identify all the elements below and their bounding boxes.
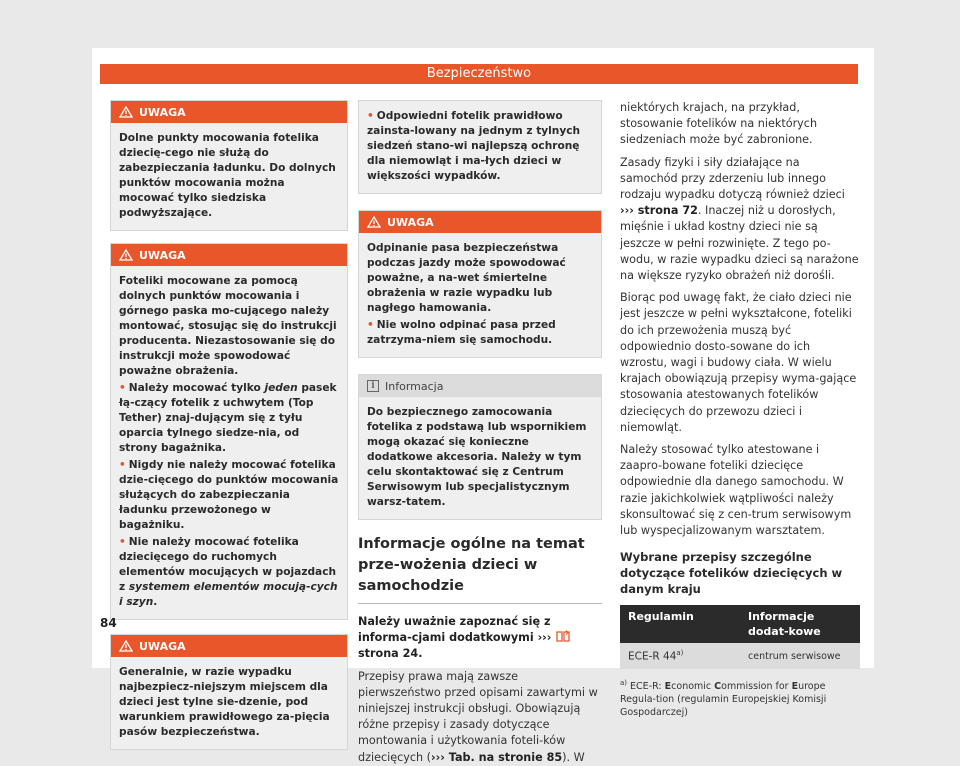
- info-icon: i: [367, 380, 379, 392]
- warning-box-2: [110, 243, 348, 620]
- warning-header: [359, 211, 601, 233]
- table-cell: centrum serwisowe: [740, 643, 860, 669]
- warning-text: Dolne punkty mocowania fotelika dziecię-cego nie służą do zabezpieczania ładunku. Do dolnych punktów mocowania można mocować tylko siedziska podwyższające.: [111, 123, 347, 230]
- page-reference-link[interactable]: ››› strona 72: [620, 204, 698, 218]
- warning-triangle-icon: [119, 640, 133, 652]
- warning-bullet: • Należy mocować tylko jeden pasek łą-czący fotelik z uchwytem (Top Tether) znaj-dującym się z tyłu oparcia tylnego siedze-nia, od strony bagażnika.: [119, 382, 337, 454]
- section-title: Informacje ogólne na temat prze-wożenia dzieci w samochodzie: [358, 534, 602, 604]
- page-number: 84: [100, 616, 117, 630]
- bullet-icon: •: [367, 110, 374, 122]
- column-left: [110, 100, 348, 762]
- warning-bullet: • Nie wolno odpinać pasa przed zatrzyma-niem się samochodu.: [367, 319, 556, 346]
- column-right: [620, 100, 860, 719]
- bullet-icon: •: [119, 382, 126, 394]
- table-cell: ECE-R 44$^{a)}$: [620, 643, 740, 669]
- table-header-row: [620, 605, 860, 643]
- table-reference-link[interactable]: ››› Tab. na stronie 85: [431, 750, 563, 764]
- column-middle: [358, 100, 602, 766]
- warning-title: UWAGA: [139, 105, 186, 119]
- info-header: [359, 375, 601, 397]
- table-heading: Wybrane przepisy szczególne dotyczące fotelików dziecięcych w danym kraju: [620, 550, 843, 597]
- info-title: Informacja: [385, 379, 444, 393]
- warning-box-4: [358, 210, 602, 358]
- bullet-icon: •: [119, 459, 126, 471]
- page-header: Bezpieczeństwo: [100, 64, 858, 84]
- warning-bullet: • Nigdy nie należy mocować fotelika dzie-cięcego do punktów mocowania służących do zabezpieczania ładunku przewożonego w bagażniku.: [119, 459, 339, 531]
- warning-text: [359, 233, 601, 357]
- warning-continuation-box: [358, 100, 602, 194]
- info-box: [358, 374, 602, 520]
- warning-triangle-icon: [367, 216, 381, 228]
- bullet-icon: •: [119, 536, 126, 548]
- warning-bullet: • Odpowiedni fotelik prawidłowo zainsta-lowany na jednym z tylnych siedzeń stano-wi najlepszą ochronę dla niemowląt i ma-łych dzieci w większości wypadków.: [367, 110, 581, 182]
- body-paragraph: Należy stosować tylko atestowane i zaapro-bowane foteliki dziecięce odpowiednie dla danego samochodu. W razie jakichkolwiek wątpliwości należy skonsultować się z cen-trum serwisowym lub wyspecjalizowanym warsztatem.: [620, 443, 852, 538]
- warning-header: [111, 244, 347, 266]
- warning-title: UWAGA: [139, 639, 186, 653]
- warning-box-1: [110, 100, 348, 231]
- regulations-table: [620, 605, 860, 669]
- warning-text: [111, 266, 347, 619]
- warning-bullet: • Nie należy mocować fotelika dziecięcego do ruchomych elementów mocujących w pojazdach z systemem elementów mocują-cych i szyn.: [119, 536, 338, 608]
- footnote: $^{a)}$ ECE-R: Economic Commission for Europe Regula-tion (regulamin Europejskiej Komisji Gospodarczej): [620, 678, 827, 718]
- warning-title: UWAGA: [387, 215, 434, 229]
- lead-paragraph: Należy uważnie zapoznać się z informa-cjami dodatkowymi ››› strona 24.: [358, 614, 602, 663]
- warning-text: Generalnie, w razie wypadku najbezpiecz-niejszym miejscem dla dzieci jest tylne sie-dzenie, pod warunkiem prawidłowego za-pięcia pasów bezpieczeństwa.: [111, 657, 347, 749]
- body-paragraph: Zasady fizyki i siły działające na samochód przy zderzeniu lub innego rodzaju wypadku dotyczą również dzieci ››› strona 72. Inaczej niż u dorosłych, mięśnie i układ kostny dzieci nie są jeszcze w pełni rozwinięte. Z tego po-wodu, w razie wypadku dzieci są narażone na większe ryzyko obrażeń niż dorośli.: [620, 155, 859, 283]
- page-reference-link[interactable]: strona 24: [358, 647, 419, 661]
- book-reference-icon: [555, 630, 571, 642]
- warning-header: [111, 101, 347, 123]
- bullet-icon: •: [367, 319, 374, 331]
- table-row: [620, 643, 860, 669]
- body-paragraph: Biorąc pod uwagę fakt, że ciało dzieci nie jest jeszcze w pełni wykształcone, foteliki do ich przewożenia muszą być odpowiednio dosto-sowane do ich wzrostu, wagi i budowy ciała. W wielu krajach obowiązują przepisy wyma-gające stosowania atestowanych fotelików dziecięcych do przewozu dzieci i niemowląt.: [620, 291, 857, 434]
- warning-title: UWAGA: [139, 248, 186, 262]
- warning-text: [359, 101, 601, 193]
- body-paragraph: niektórych krajach, na przykład, stosowanie fotelików na niektórych siedzeniach może być zabronione.: [620, 101, 818, 147]
- warning-intro: Foteliki mocowane za pomocą dolnych punktów mocowania i górnego paska mo-cującego należy montować, stosując się do instrukcji producenta. Niezastosowanie się do instrukcji może spowodować poważne obrażenia.: [119, 275, 337, 377]
- warning-intro: Odpinanie pasa bezpieczeństwa podczas jazdy może spowodować poważne, a na-wet śmiertelne obrażenia w razie wypadku lub nagłego hamowania.: [367, 242, 566, 314]
- warning-box-3: [110, 634, 348, 750]
- warning-header: [111, 635, 347, 657]
- body-paragraph: Przepisy prawa mają zawsze pierwszeństwo przed opisami zawartymi w niniejszej instrukcji obsługi. Obowiązują różne przepisy i zasady dotyczące montowania i użytkowania foteli-ków dziecięcych (››› Tab. na stronie 85). W: [358, 669, 598, 764]
- warning-triangle-icon: [119, 106, 133, 118]
- table-header-cell: Informacje dodat-kowe: [740, 605, 860, 643]
- info-text: Do bezpiecznego zamocowania fotelika z podstawą lub wspornikiem mogą okazać się konieczne dodatkowe akcesoria. Należy w tym celu skontaktować się z Centrum Serwisowym lub specjalistycznym warsz-tatem.: [359, 397, 601, 519]
- warning-triangle-icon: [119, 249, 133, 261]
- table-header-cell: Regulamin: [620, 605, 740, 643]
